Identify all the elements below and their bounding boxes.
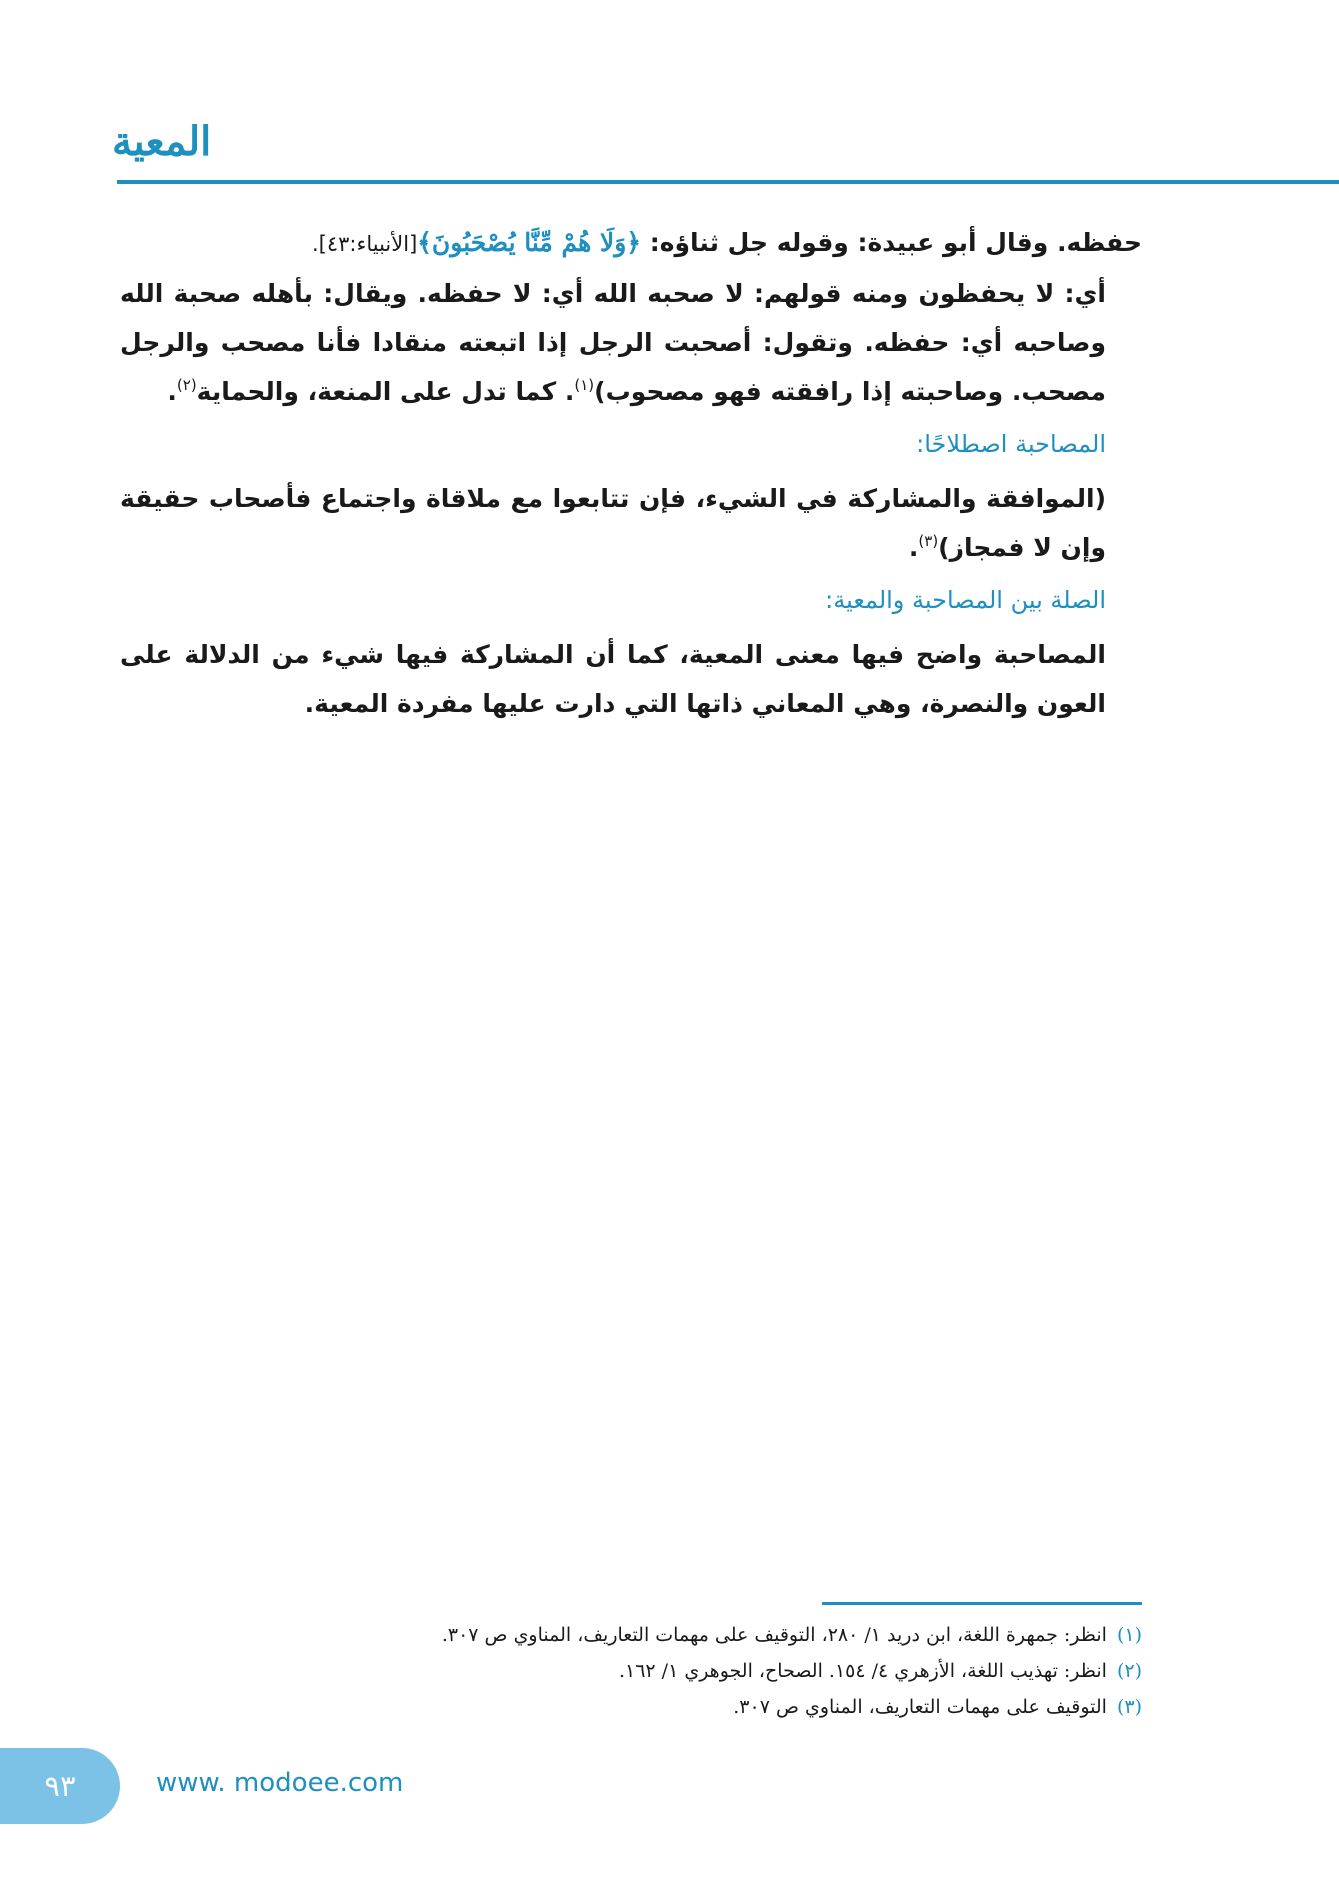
paragraph-3-text: (الموافقة والمشاركة في الشيء، فإن تتابعوا مع ملاقاة واجتماع فأصحاب حقيقة وإن لا فمجاز): [120, 484, 1106, 562]
header-divider: [117, 180, 1339, 184]
footnote-1: [150, 1617, 1142, 1653]
footnote-divider: [822, 1602, 1142, 1605]
footnote-text: انظر: تهذيب اللغة، الأزهري ٤/ ١٥٤. الصحاح، الجوهري ١/ ١٦٢.: [618, 1660, 1107, 1682]
chapter-title: المعية: [112, 118, 212, 165]
section-heading-terminology: المصاحبة اصطلاحًا:: [916, 430, 1106, 458]
footnote-2: [150, 1653, 1142, 1689]
quran-verse: ﴿وَلَا هُمْ مِّنَّا يُصْحَبُونَ﴾: [417, 228, 641, 257]
footnote-ref-2[interactable]: (٢): [176, 376, 197, 394]
page-number-tab: [0, 1748, 120, 1824]
paragraph-4: المصاحبة واضح فيها معنى المعية، كما أن المشاركة فيها شيء من الدلالة على العون والنصرة، وهي المعاني ذاتها التي دارت عليها مفردة المعية.: [120, 640, 1106, 718]
footnote-text: انظر: جمهرة اللغة، ابن دريد ١/ ٢٨٠، التوقيف على مهمات التعاريف، المناوي ص ٣٠٧.: [441, 1624, 1107, 1646]
paragraph-1-text: حفظه. وقال أبو عبيدة: وقوله جل ثناؤه:: [641, 228, 1142, 257]
paragraph-1: [120, 218, 1142, 269]
section-heading-relation: الصلة بين المصاحبة والمعية:: [825, 586, 1106, 614]
paragraph-3: [120, 474, 1142, 572]
footnotes: [150, 1617, 1142, 1725]
footnote-number: (١): [1116, 1624, 1142, 1646]
footnote-ref-3[interactable]: (٣): [918, 532, 939, 550]
footnote-number: (٢): [1116, 1660, 1142, 1682]
footnote-3: [150, 1689, 1142, 1725]
main-content: [120, 218, 1142, 728]
paragraph-2: [120, 269, 1142, 416]
verse-reference: [الأنبياء:٤٣].: [311, 232, 418, 256]
footnote-text: التوقيف على مهمات التعاريف، المناوي ص ٣٠٧.: [733, 1696, 1107, 1718]
paragraph-2-text: أي: لا يحفظون ومنه قولهم: لا صحبه الله أي: لا حفظه. ويقال: بأهله صحبة الله وصاحبه أي: حفظه. وتقول: أصحبت الرجل إذا اتبعته منقادا فأنا مصحب والرجل مصحب. وصاحبته إذا رافقته فهو مصحوب): [120, 279, 1106, 406]
paragraph-2-end: .: [167, 377, 177, 406]
paragraph-3-end: .: [908, 533, 919, 562]
footnote-number: (٣): [1116, 1696, 1142, 1718]
footnote-ref-1[interactable]: (١): [574, 376, 595, 394]
website-link[interactable]: www. modoee.com: [156, 1768, 404, 1798]
paragraph-2-mid: . كما تدل على المنعة، والحماية: [196, 377, 575, 406]
page-number: ٩٣: [44, 1769, 76, 1803]
